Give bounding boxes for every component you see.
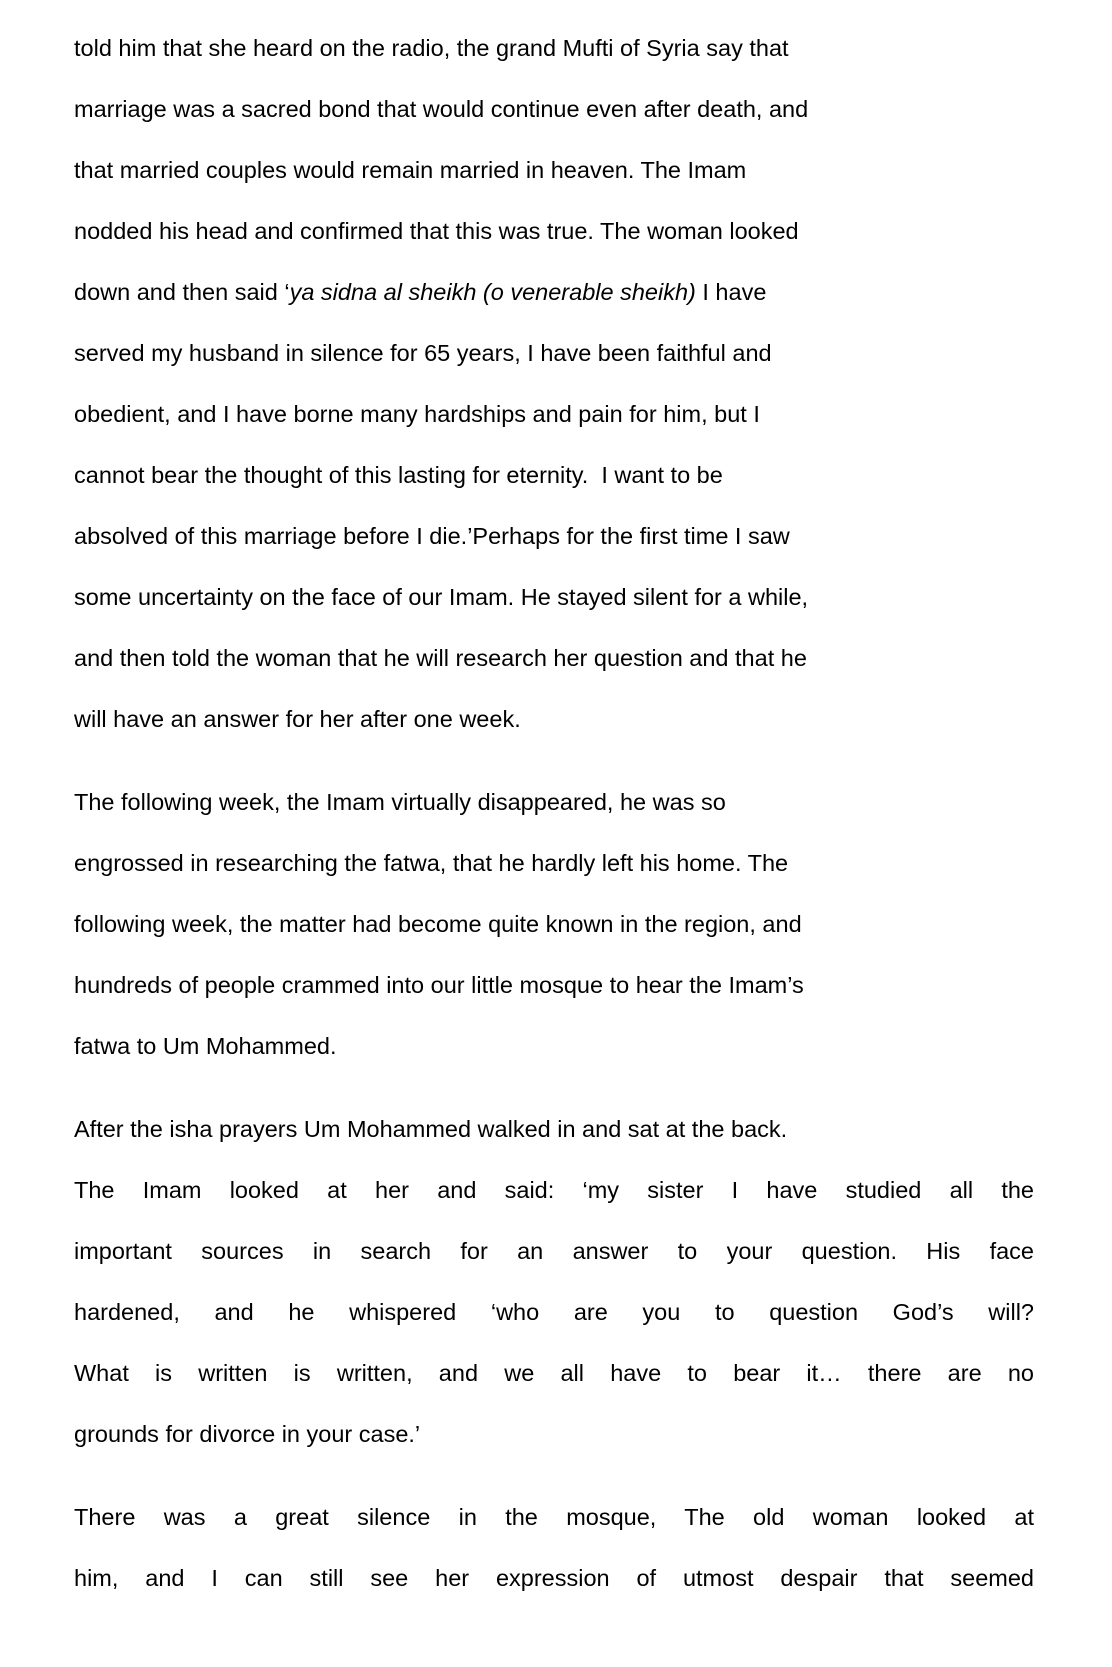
text-line: following week, the matter had become quite known in the region, and [74, 911, 802, 937]
text-line: fatwa to Um Mohammed. [74, 1033, 337, 1059]
text-line: The following week, the Imam virtually disappeared, he was so [74, 789, 726, 815]
text-line: and then told the woman that he will research her question and that he [74, 645, 807, 671]
text-line: important sources in search for an answer to your question. His face [74, 1238, 1034, 1264]
text-line: There was a great silence in the mosque, The old woman looked at [74, 1504, 1034, 1530]
paragraph-3 [74, 1099, 1034, 1465]
text-run: down and then said ‘ [74, 279, 290, 305]
text-line: absolved of this marriage before I die.’Perhaps for the first time I saw [74, 523, 790, 549]
text-line: obedient, and I have borne many hardships and pain for him, but I [74, 401, 760, 427]
document-page [74, 18, 1034, 1631]
text-line: cannot bear the thought of this lasting for eternity. I want to be [74, 462, 723, 488]
text-line: marriage was a sacred bond that would continue even after death, and [74, 96, 809, 122]
text-line: that married couples would remain married in heaven. The Imam [74, 157, 747, 183]
text-line: The Imam looked at her and said: ‘my sister I have studied all the [74, 1177, 1034, 1203]
text-line: What is written is written, and we all have to bear it… there are no [74, 1360, 1034, 1386]
paragraph-4 [74, 1487, 1034, 1609]
text-line: him, and I can still see her expression of utmost despair that seemed [74, 1565, 1034, 1591]
italic-phrase: ya sidna al sheikh (o venerable sheikh) [289, 279, 696, 305]
text-line: engrossed in researching the fatwa, that he hardly left his home. The [74, 850, 789, 876]
text-line: will have an answer for her after one week. [74, 706, 521, 732]
text-line: hundreds of people crammed into our little mosque to hear the Imam’s [74, 972, 804, 998]
paragraph-1 [74, 18, 1034, 750]
text-line: grounds for divorce in your case.’ [74, 1421, 421, 1447]
text-line: After the isha prayers Um Mohammed walked in and sat at the back. [74, 1116, 788, 1142]
paragraph-2 [74, 772, 1034, 1077]
text-line: told him that she heard on the radio, the grand Mufti of Syria say that [74, 35, 789, 61]
text-line: served my husband in silence for 65 years, I have been faithful and [74, 340, 772, 366]
text-line: some uncertainty on the face of our Imam. He stayed silent for a while, [74, 584, 809, 610]
text-line [74, 262, 1034, 323]
text-line: nodded his head and confirmed that this was true. The woman looked [74, 218, 799, 244]
text-run: I have [695, 279, 767, 305]
text-line: hardened, and he whispered ‘who are you to question God’s will? [74, 1299, 1034, 1325]
